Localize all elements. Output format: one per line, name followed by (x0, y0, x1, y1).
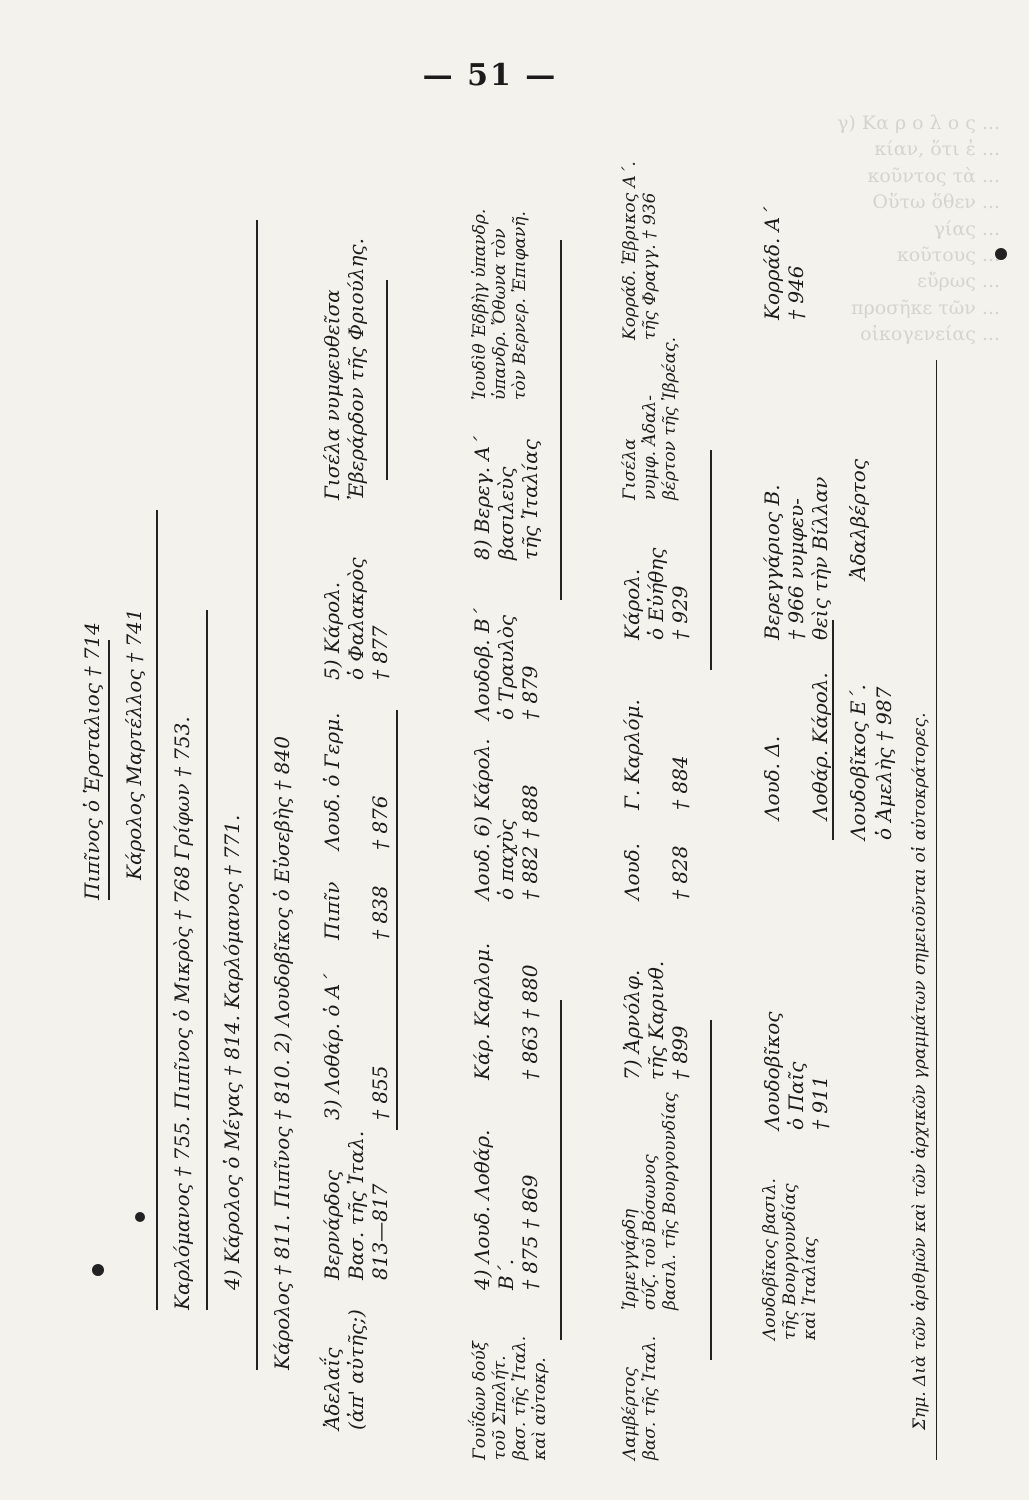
root-ancestor: Πιπῖνος ὁ Ἑρσταλιος † 714 (80, 622, 104, 900)
gen4-col: Λουδ. ὁ Γερμ. † 876 (320, 712, 392, 850)
gen6-col: Γισέλα νυμφ. Ἀδαλ- βέρτον τῆς Ἰβρέας. (620, 336, 680, 500)
gen8-line-1: Λουδοβῖκος Ε΄. (846, 684, 870, 840)
gen4-col: Βερνάρδος Βασ. τῆς Ἰταλ. 813—817 (320, 1130, 392, 1280)
reverse-page-bleed: γ) Κα ρ ο λ ο ς ... κίαν, ὅτι ἐ ... κοῦντος τὰ ... Οὕτω ὅθεν ... γίας ... κοῦτους ... εὔρως ... προσῆκε τῶν ... οἰκογενείας ... (837, 112, 1000, 346)
gen5-col: Κάρ. Καρλομ. † 863 † 880 (470, 942, 542, 1080)
gen7-col: Κορράδ. Α΄ † 946 (760, 206, 808, 320)
gen3-line-2: 4) Κάρολος ὁ Μέγας † 814. Καρλόμανος † 771. (220, 814, 244, 1290)
gen4-col: 3) Λοθάρ. ὁ Α΄ † 855 (320, 973, 392, 1120)
gen6-col: Λαμβέρτος βασ. τῆς Ἰταλ. (620, 1335, 660, 1460)
gen4-col: Γισέλα νυμφευθεῖσα Ἐβεράρδον τῆς Φριούλης. (320, 238, 368, 500)
rule (108, 640, 110, 900)
rule (560, 1000, 562, 1340)
rule (206, 610, 208, 1310)
gen5-col: Λουδοβ. Β΄ ὁ Τραυλὸς † 879 (470, 608, 542, 720)
gen5-col: Λουδ. 6) Κάρολ. ὁ παχὺς † 882 † 888 (470, 738, 542, 900)
rule (832, 620, 834, 840)
footnote-rule (936, 360, 937, 1460)
gen7-col: Βερεγγάριος Β. † 966 νυμφευ- θεὶς τὴν Βίλλαν (760, 476, 832, 640)
gen3-line-1: Καρλόμανος † 755. Πιπῖνος ὁ Μικρὸς † 768 Γρίφων † 753. (170, 716, 194, 1310)
gen7-col: Λουδ. Δ. Λοθάρ. Κάρολ. (760, 672, 832, 820)
gen2-name: Κάρολος Μαρτέλλος † 741 (122, 608, 146, 880)
gen6-col: 7) Ἀρνόλφ. τῆς Καρινθ. † 899 (620, 960, 692, 1080)
gen4-col: Πιπῖν † 838 (320, 881, 392, 940)
gen5-col: 8) Βερεγ. Α΄ βασιλεὺς τῆς Ἰταλίας (470, 436, 542, 560)
gen4-col: Ἀδελαΐς (ἀπ' αὐτῆς;) (320, 1309, 368, 1430)
gen6-col: Γ. Καρλόμ. † 884 (620, 699, 692, 810)
rule (156, 510, 158, 1310)
footnote: Σημ. Διὰ τῶν ἀριθμῶν καὶ τῶν ἀρχικῶν γραμμάτων σημειοῦνται οἱ αὐτοκράτορες. (910, 712, 930, 1430)
gen4-col: 5) Κάρολ. ὁ Φαλακρὸς † 877 (320, 557, 392, 680)
rule (710, 450, 712, 670)
gen7-col: Λουδοβῖκος ὁ Παῖς † 911 (760, 1011, 832, 1130)
gen3-line-3: Κάρολος † 811. Πιπῖνος † 810. 2) Λουδοβῖκος ὁ Εὐσεβὴς † 840 (270, 736, 294, 1370)
gen6-col: Κάρολ. ὁ Εὐήθης † 929 (620, 547, 692, 640)
gen6-col: Κορράδ. Ἑβρικος Α΄. τῆς Φραγγ. † 936 (620, 161, 660, 340)
gen8-line-3: Ἀδαλβέρτος (846, 458, 870, 580)
gen5-col: Ἰουδὶθ Ἐδβὴγ ὑπανδρ. ὑπανδρ. Ὄθωνα τὸν τὸν Βερνερ. Ἐπιφανῆ. (470, 208, 530, 400)
page-number: — 51 — (422, 58, 558, 93)
gen5-col: 4) Λουδ. Λοθάρ. Β΄. † 875 † 869 (470, 1129, 542, 1290)
gen8-line-2: ὁ Ἀμελὴς † 987 (872, 686, 896, 840)
gen6-col: Ἰρμεγγάρδη σύζ. τοῦ Βόσωνος βασιλ. τῆς Βουργουνδίας (620, 1092, 680, 1310)
gen7-col: Λουδοβῖκος βασιλ. τῆς Βουργουνδίας καὶ Ἰταλίας (760, 1178, 820, 1340)
rule (710, 1020, 712, 1360)
gen6-col: Λουδ. † 828 (620, 842, 692, 900)
gen5-col: Γουΐδων δούξ τοῦ Σπολήτ. βασ. τῆς Ἰταλ. καὶ αὐτοκρ. (470, 1335, 550, 1460)
rule (256, 220, 258, 1370)
rule (396, 710, 398, 1130)
